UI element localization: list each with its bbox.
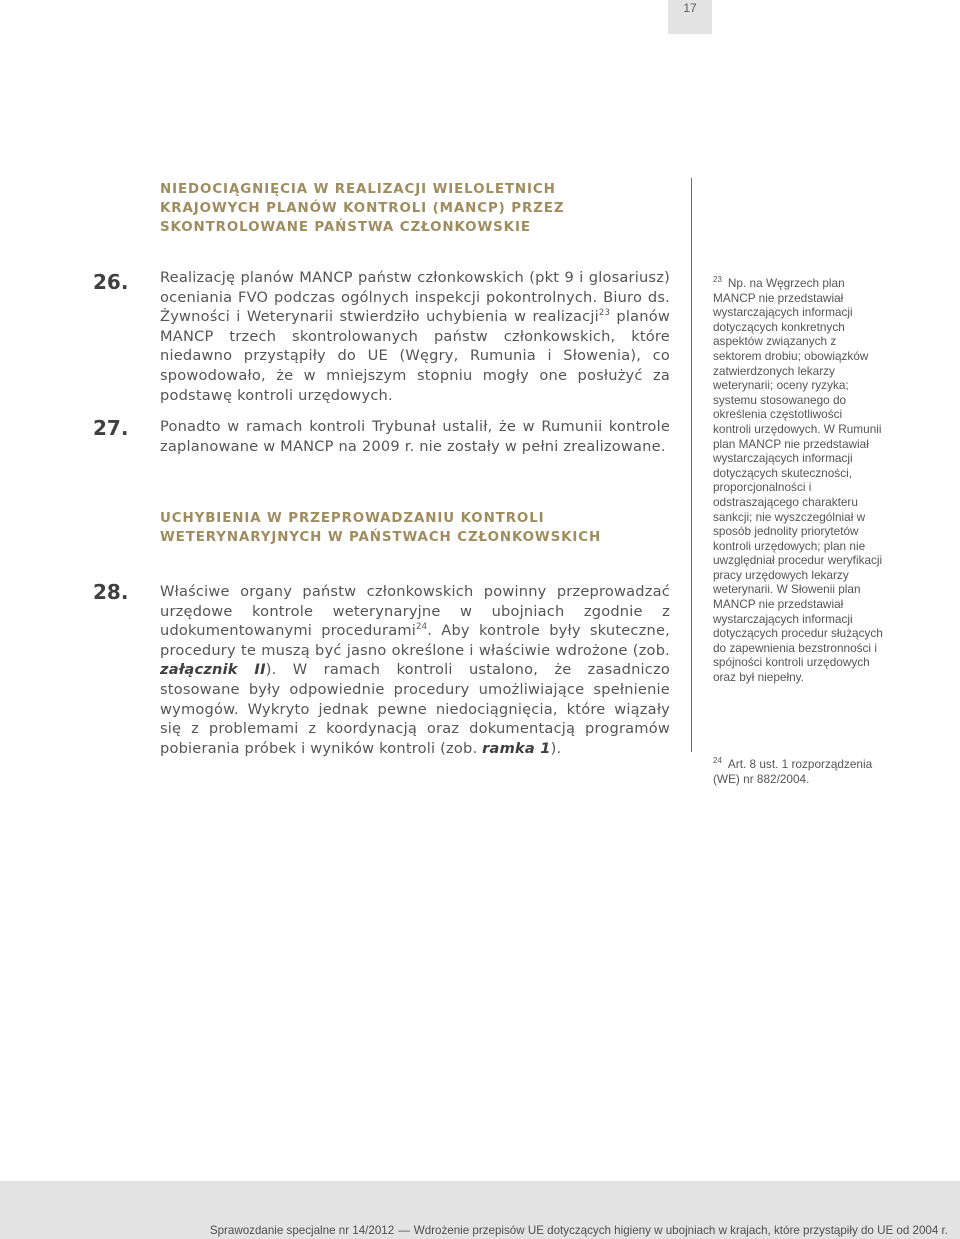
footnote-23 [713, 276, 883, 685]
column-divider [691, 178, 692, 752]
footnote-ref-24[interactable]: 24 [416, 622, 428, 633]
section-heading-veterinary-checks: UCHYBIENIA W PRZEPROWADZANIU KONTROLI WETERYNARYJNYCH W PAŃSTWACH CZŁONKOWSKICH [160, 511, 602, 545]
footer-report-subject: Wdrożenie przepisów UE dotyczących higieny w ubojniach w krajach, które przystąpiły do UE od 2004 r. [413, 1224, 948, 1237]
paragraph-26 [160, 268, 670, 405]
paragraph-26-text-a: Realizację planów MANCP państw członkowskich (pkt 9 i glosariusz) oceniania FVO podczas ogólnych inspekcji pokontrolnych. Biuro ds. Żywności i Weterynarii stwierdziło uchybienia w realizacji [160, 269, 670, 326]
paragraph-number-27: 27. [93, 416, 129, 440]
page-number: 17 [683, 1, 697, 15]
footnote-24-text: Art. 8 ust. 1 rozporządzenia (WE) nr 882/2004. [713, 757, 873, 786]
page-footer [0, 1181, 960, 1239]
footnote-24-number: 24 [713, 756, 722, 766]
paragraph-number-26: 26. [93, 270, 129, 294]
footnote-23-text: Np. na Węgrzech plan MANCP nie przedstawiał wystarczających informacji dotyczących konkretnych aspektów związanych z sektorem drobiu; obowiązków zatwierdzonych lekarzy weterynarii; oceny ryzyka; systemu stosowanego do określenia częstotliwości kontroli urzędowych. W Rumunii plan MANCP nie przedstawiał wystarczających informacji dotyczących skuteczności, proporcjonalności i odstraszającego charakteru sankcji; nie wyszczególniał w sposób jednolity priorytetów kontroli urzędowych; plan nie uwzględniał procedur weryfikacji pracy urzędowych lekarzy weterynarii. W Słowenii plan MANCP nie przedstawiał wystarczających informacji dotyczących procedur służących do zapewnienia bezstronności i spójności kontroli urzędowych oraz był niepełny. [713, 276, 883, 685]
footer-report-title [210, 1224, 948, 1237]
paragraph-28 [160, 582, 670, 758]
annex-ii-link[interactable]: załącznik II [160, 661, 266, 679]
section-heading-mancp: NIEDOCIĄGNIĘCIA W REALIZACJI WIELOLETNICH KRAJOWYCH PLANÓW KONTROLI (MANCP) PRZEZ SKONTROLOWANE PAŃSTWA CZŁONKOWSKIE [160, 182, 565, 235]
footnote-23-number: 23 [713, 275, 722, 285]
paragraph-27: Ponadto w ramach kontroli Trybunał ustalił, że w Rumunii kontrole zaplanowane w MANCP na 2009 r. nie zostały w pełni zrealizowane. [160, 418, 670, 455]
paragraph-28-text-b: . Aby kontrole były skuteczne, procedury te muszą być jasno określone i właściwie wdrożone (zob. [160, 622, 670, 659]
paragraph-28-text-d: ). [550, 739, 562, 757]
footnote-ref-23[interactable]: 23 [598, 308, 611, 319]
footnote-24 [713, 757, 883, 786]
paragraph-26-text-b: planów MANCP trzech skontrolowanych państw członkowskich, które niedawno przystąpiły do UE (Węgry, Rumunia i Słowenia), co spowodowało, że w mniejszym stopniu mogły one posłużyć za podstawę kontroli urzędowych. [160, 308, 670, 404]
box-1-link[interactable]: ramka 1 [482, 739, 551, 757]
footer-separator: — [398, 1224, 410, 1237]
paragraph-28-text-a: Właściwe organy państw członkowskich powinny przeprowadzać urzędowe kontrole weterynaryjne w ubojniach zgodnie z udokumentowanymi procedurami [160, 583, 670, 640]
paragraph-number-28: 28. [93, 580, 129, 604]
page-number-box [668, 0, 712, 34]
footer-report-number: Sprawozdanie specjalne nr 14/2012 [209, 1224, 395, 1237]
paragraph-28-text-c: ). W ramach kontroli ustalono, że zasadniczo stosowane były odpowiednie procedury umożliwiające spełnienie wymogów. Wykryto jednak pewne niedociągnięcia, które wiązały się z problemami z koordynacją oraz dokumentacją programów pobierania próbek i wyników kontroli (zob. [160, 661, 671, 757]
